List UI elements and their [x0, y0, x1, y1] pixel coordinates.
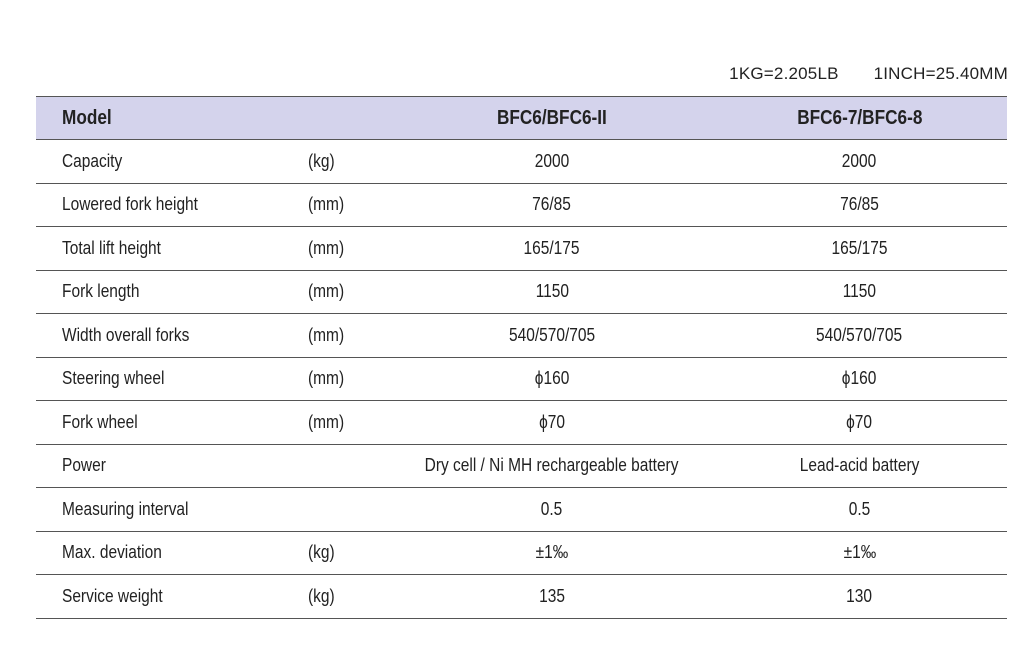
row-unit: (mm)	[282, 183, 392, 227]
table-row	[36, 444, 1007, 488]
row-value-model-2: ±1‰	[712, 531, 1007, 575]
spec-table	[36, 96, 1007, 619]
table-row	[36, 401, 1007, 445]
row-value-model-1: 165/175	[392, 227, 712, 271]
inch-conversion: 1INCH=25.40MM	[873, 64, 1008, 83]
row-label: Fork wheel	[36, 401, 282, 445]
row-label: Fork length	[36, 270, 282, 314]
table-row	[36, 227, 1007, 271]
header-model-1: BFC6/BFC6-II	[392, 97, 712, 140]
row-value-model-1: 1150	[392, 270, 712, 314]
row-unit: (mm)	[282, 314, 392, 358]
row-unit	[282, 444, 392, 488]
unit-conversion-note	[729, 64, 1008, 84]
table-header-row	[36, 97, 1007, 140]
table-row	[36, 531, 1007, 575]
kg-conversion: 1KG=2.205LB	[729, 64, 839, 83]
row-value-model-2: Lead-acid battery	[712, 444, 1007, 488]
row-value-model-1: 135	[392, 575, 712, 619]
table-row	[36, 140, 1007, 184]
row-value-model-2: 1150	[712, 270, 1007, 314]
row-value-model-1: ϕ70	[392, 401, 712, 445]
row-value-model-1: ϕ160	[392, 357, 712, 401]
header-model-label: Model	[36, 97, 282, 140]
table-row	[36, 357, 1007, 401]
row-value-model-2: 2000	[712, 140, 1007, 184]
table-row	[36, 183, 1007, 227]
row-label: Power	[36, 444, 282, 488]
row-value-model-2: 540/570/705	[712, 314, 1007, 358]
row-label: Steering wheel	[36, 357, 282, 401]
row-unit: (kg)	[282, 531, 392, 575]
row-unit: (kg)	[282, 140, 392, 184]
row-label: Width overall forks	[36, 314, 282, 358]
row-label: Total lift height	[36, 227, 282, 271]
table-row	[36, 314, 1007, 358]
row-value-model-2: ϕ160	[712, 357, 1007, 401]
row-value-model-1: 2000	[392, 140, 712, 184]
table-row	[36, 270, 1007, 314]
row-label: Measuring interval	[36, 488, 282, 532]
row-unit	[282, 488, 392, 532]
table-row	[36, 488, 1007, 532]
row-unit: (mm)	[282, 401, 392, 445]
row-value-model-2: 130	[712, 575, 1007, 619]
header-unit	[282, 97, 392, 140]
row-value-model-1: 76/85	[392, 183, 712, 227]
row-value-model-2: ϕ70	[712, 401, 1007, 445]
row-value-model-1: ±1‰	[392, 531, 712, 575]
row-value-model-1: 0.5	[392, 488, 712, 532]
row-unit: (kg)	[282, 575, 392, 619]
row-value-model-2: 165/175	[712, 227, 1007, 271]
table-row	[36, 575, 1007, 619]
row-label: Service weight	[36, 575, 282, 619]
row-unit: (mm)	[282, 357, 392, 401]
row-label: Max. deviation	[36, 531, 282, 575]
row-value-model-2: 0.5	[712, 488, 1007, 532]
row-label: Capacity	[36, 140, 282, 184]
header-model-2: BFC6-7/BFC6-8	[712, 97, 1007, 140]
row-unit: (mm)	[282, 270, 392, 314]
row-value-model-1: 540/570/705	[392, 314, 712, 358]
row-unit: (mm)	[282, 227, 392, 271]
row-value-model-2: 76/85	[712, 183, 1007, 227]
row-label: Lowered fork height	[36, 183, 282, 227]
row-value-model-1: Dry cell / Ni MH rechargeable battery	[392, 444, 712, 488]
